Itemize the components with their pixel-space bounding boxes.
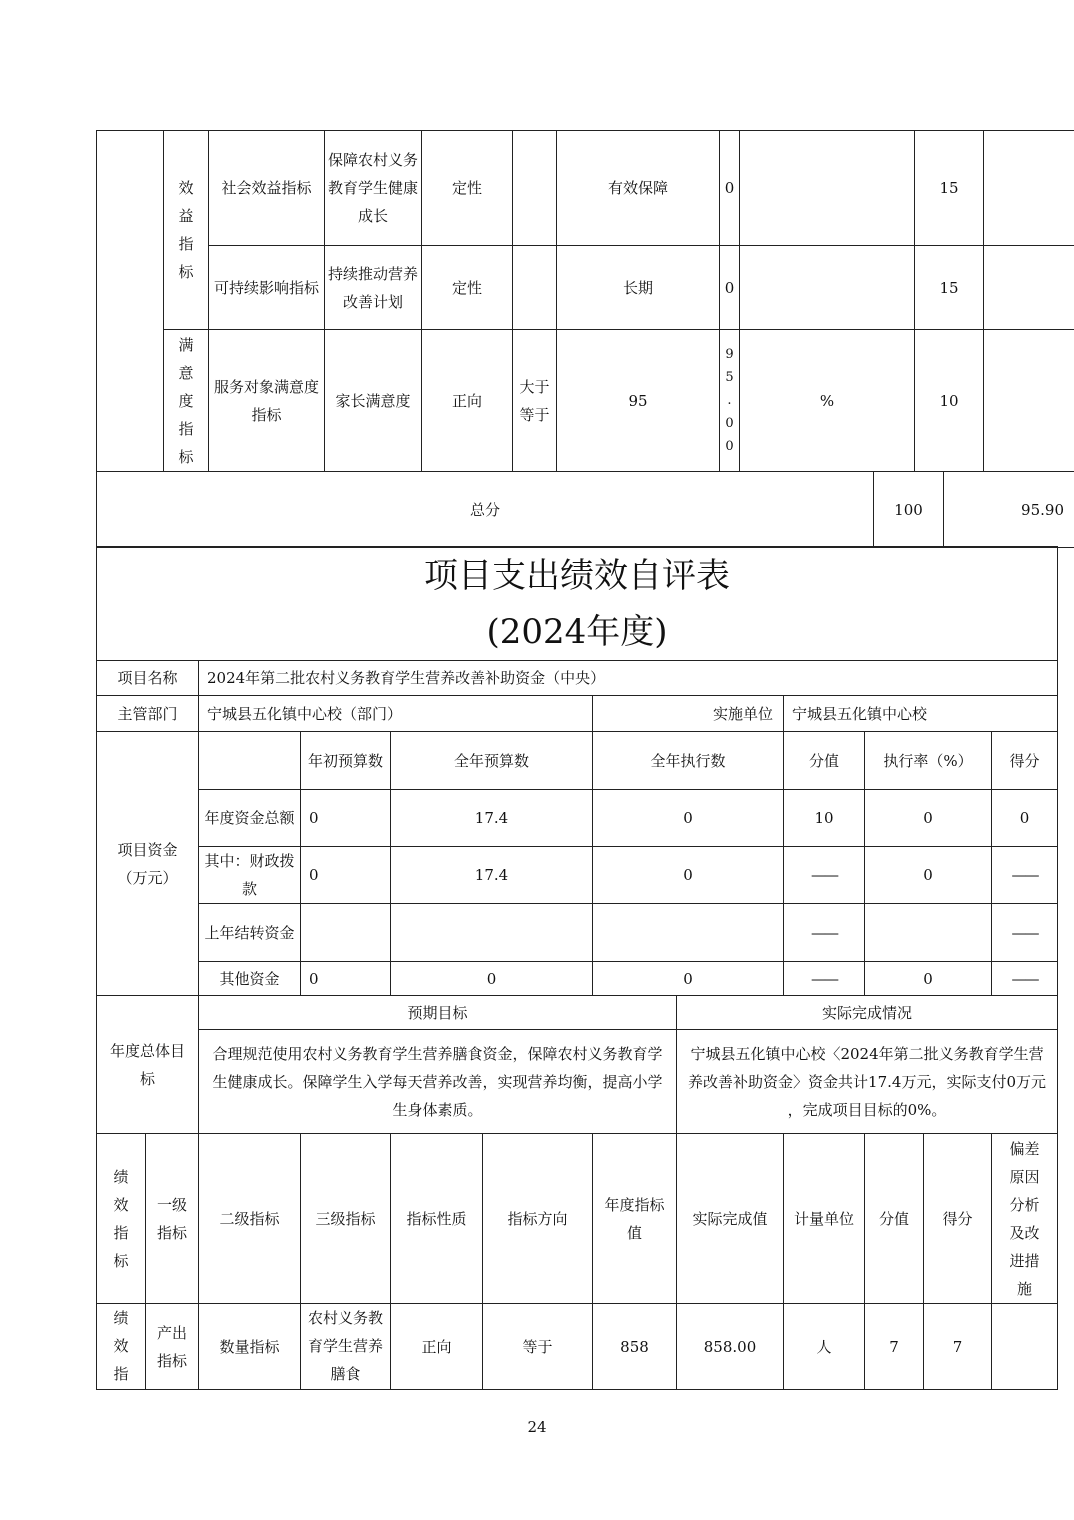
actual-value: 0 bbox=[720, 131, 740, 246]
third-indicator: 持续推动营养改善计划 bbox=[325, 246, 422, 330]
cat-satisfaction: 满 意 度 指 标 bbox=[164, 330, 209, 472]
ind-header-perf: 绩 效 指 标 bbox=[97, 1134, 146, 1304]
goal-expected-label: 预期目标 bbox=[199, 996, 677, 1030]
ind-level2: 数量指标 bbox=[199, 1304, 301, 1390]
ind-actual: 858.00 bbox=[677, 1304, 784, 1390]
funds-annual: 17.4 bbox=[391, 847, 593, 904]
total-score-value: 100 bbox=[874, 472, 944, 548]
funds-score-value: —— bbox=[784, 962, 865, 996]
sub-indicator: 可持续影响指标 bbox=[209, 246, 325, 330]
funds-initial: 0 bbox=[301, 847, 391, 904]
ind-target: 858 bbox=[593, 1304, 677, 1390]
goal-actual: 宁城县五化镇中心校〈2024年第二批义务教育学生营养改善补助资金〉资金共计17.4万元，实际支付0万元 ，完成项目目标的0%。 bbox=[677, 1030, 1058, 1134]
direction: 大于等于 bbox=[513, 330, 557, 472]
ind-level3: 农村义务教育学生营养膳食 bbox=[301, 1304, 391, 1390]
direction bbox=[513, 246, 557, 330]
unit: % bbox=[740, 330, 915, 472]
impl-label: 实施单位 bbox=[593, 696, 784, 732]
funds-rate: 0 bbox=[865, 962, 992, 996]
funds-score-value: —— bbox=[784, 904, 865, 962]
funds-label: 项目资金（万元） bbox=[97, 732, 199, 996]
funds-rate bbox=[865, 904, 992, 962]
third-indicator: 保障农村义务教育学生健康成长 bbox=[325, 131, 422, 246]
funds-initial: 0 bbox=[301, 790, 391, 847]
score-cell bbox=[984, 246, 1074, 330]
total-score-got: 95.90 bbox=[944, 472, 1074, 548]
unit bbox=[740, 131, 915, 246]
nature: 正向 bbox=[422, 330, 513, 472]
sub-indicator: 社会效益指标 bbox=[209, 131, 325, 246]
ind-header-reason: 偏差原因分析及改进措施 bbox=[992, 1134, 1058, 1304]
funds-header: 分值 bbox=[784, 732, 865, 790]
ind-reason bbox=[992, 1304, 1058, 1390]
total-table bbox=[96, 471, 1074, 548]
nature: 定性 bbox=[422, 246, 513, 330]
page-number: 24 bbox=[527, 1418, 547, 1436]
funds-annual: 0 bbox=[391, 962, 593, 996]
impl-value: 宁城县五化镇中心校 bbox=[784, 696, 1058, 732]
ind-header: 指标方向 bbox=[483, 1134, 593, 1304]
ind-score: 7 bbox=[924, 1304, 992, 1390]
score-value: 15 bbox=[915, 131, 984, 246]
funds-initial: 0 bbox=[301, 962, 391, 996]
ind-header: 计量单位 bbox=[784, 1134, 865, 1304]
third-indicator: 家长满意度 bbox=[325, 330, 422, 472]
form-title-cell bbox=[97, 547, 1058, 661]
funds-row-label: 上年结转资金 bbox=[199, 904, 301, 962]
actual-value: 9 5 . 0 0 bbox=[720, 330, 740, 472]
funds-header: 得分 bbox=[992, 732, 1058, 790]
dept-label: 主管部门 bbox=[97, 696, 199, 732]
ind-header: 三级指标 bbox=[301, 1134, 391, 1304]
ind-direction: 等于 bbox=[483, 1304, 593, 1390]
score-value: 10 bbox=[915, 330, 984, 472]
funds-header-blank bbox=[199, 732, 301, 790]
funds-header: 全年预算数 bbox=[391, 732, 593, 790]
funds-exec bbox=[593, 904, 784, 962]
project-name-label: 项目名称 bbox=[97, 661, 199, 696]
funds-header: 执行率（%） bbox=[865, 732, 992, 790]
funds-exec: 0 bbox=[593, 847, 784, 904]
funds-annual: 17.4 bbox=[391, 790, 593, 847]
funds-score: —— bbox=[992, 904, 1058, 962]
funds-header: 全年执行数 bbox=[593, 732, 784, 790]
ind-header: 指标性质 bbox=[391, 1134, 483, 1304]
funds-row-label: 其中：财政拨款 bbox=[199, 847, 301, 904]
ind-header: 分值 bbox=[865, 1134, 924, 1304]
sub-indicator: 服务对象满意度指标 bbox=[209, 330, 325, 472]
ind-header: 实际完成值 bbox=[677, 1134, 784, 1304]
total-label: 总分 bbox=[97, 472, 874, 548]
funds-score-value: —— bbox=[784, 847, 865, 904]
target-value: 长期 bbox=[557, 246, 720, 330]
funds-score: 0 bbox=[992, 790, 1058, 847]
ind-level1: 产出指标 bbox=[146, 1304, 199, 1390]
ind-header: 年度指标值 bbox=[593, 1134, 677, 1304]
project-name: 2024年第二批农村义务教育学生营养改善补助资金（中央） bbox=[199, 661, 1058, 696]
funds-annual bbox=[391, 904, 593, 962]
ind-nature: 正向 bbox=[391, 1304, 483, 1390]
funds-row-label: 年度资金总额 bbox=[199, 790, 301, 847]
score-value: 15 bbox=[915, 246, 984, 330]
funds-score: —— bbox=[992, 962, 1058, 996]
goal-actual-label: 实际完成情况 bbox=[677, 996, 1058, 1030]
direction bbox=[513, 131, 557, 246]
nature: 定性 bbox=[422, 131, 513, 246]
ind-header: 二级指标 bbox=[199, 1134, 301, 1304]
cat-benefit: 效 益 指 标 bbox=[164, 131, 209, 330]
funds-exec: 0 bbox=[593, 790, 784, 847]
ind-header: 得分 bbox=[924, 1134, 992, 1304]
form-subtitle: (2024年度) bbox=[486, 611, 668, 652]
blank-cell bbox=[97, 131, 164, 472]
target-value: 95 bbox=[557, 330, 720, 472]
funds-score: —— bbox=[992, 847, 1058, 904]
unit bbox=[740, 246, 915, 330]
form-title: 项目支出绩效自评表 bbox=[424, 555, 731, 596]
self-evaluation-form bbox=[96, 546, 1058, 1390]
funds-row-label: 其他资金 bbox=[199, 962, 301, 996]
funds-initial bbox=[301, 904, 391, 962]
funds-exec: 0 bbox=[593, 962, 784, 996]
funds-rate: 0 bbox=[865, 847, 992, 904]
ind-perf: 绩效指 bbox=[97, 1304, 146, 1390]
actual-value: 0 bbox=[720, 246, 740, 330]
dept-value: 宁城县五化镇中心校（部门） bbox=[199, 696, 593, 732]
funds-rate: 0 bbox=[865, 790, 992, 847]
ind-header: 一级指标 bbox=[146, 1134, 199, 1304]
score-cell bbox=[984, 131, 1074, 246]
funds-score-value: 10 bbox=[784, 790, 865, 847]
top-indicator-table bbox=[96, 130, 1074, 472]
ind-score-value: 7 bbox=[865, 1304, 924, 1390]
target-value: 有效保障 bbox=[557, 131, 720, 246]
funds-header: 年初预算数 bbox=[301, 732, 391, 790]
goal-label: 年度总体目标 bbox=[97, 996, 199, 1134]
score-cell bbox=[984, 330, 1074, 472]
goal-expected: 合理规范使用农村义务教育学生营养膳食资金，保障农村义务教育学生健康成长。保障学生入学每天营养改善，实现营养均衡，提高小学生身体素质。 bbox=[199, 1030, 677, 1134]
ind-unit: 人 bbox=[784, 1304, 865, 1390]
